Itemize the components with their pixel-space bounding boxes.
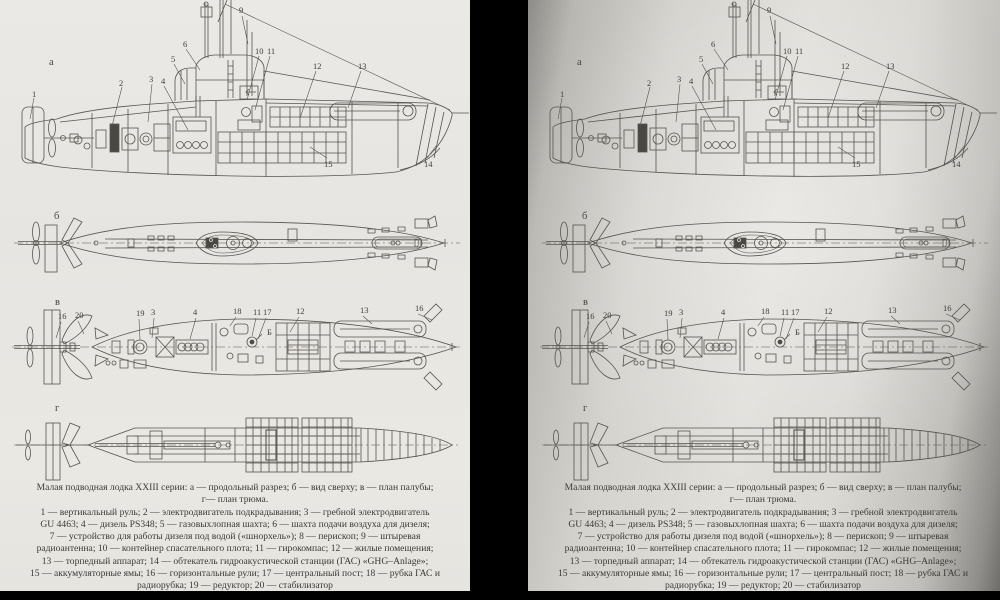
figure-caption-block	[528, 482, 998, 591]
callout-number: 17	[263, 307, 272, 317]
callout-number: 2	[647, 78, 652, 88]
callout-number: 13	[358, 61, 367, 71]
page-content	[528, 0, 998, 591]
callout-number: 12	[296, 306, 305, 316]
view-top-view	[528, 196, 998, 290]
scanned-page-right	[528, 0, 1000, 591]
callout-number: 9	[239, 5, 244, 15]
legend-line: GU 4463; 4 — дизель PS348; 5 — газовыхлопная шахта; 6 — шахта подачи воздуха для дизеля;	[40, 518, 430, 530]
view-hold-plan	[528, 400, 998, 482]
view-top-view	[0, 196, 470, 290]
callout-number: 13	[888, 305, 897, 315]
callout-number: 3	[677, 74, 682, 84]
view-label-g: г	[583, 403, 588, 414]
callout-number: 16	[415, 303, 424, 313]
callout-number: 19	[136, 308, 145, 318]
submarine-hold-plan-drawing	[528, 400, 998, 482]
callout-number: 19	[664, 308, 673, 318]
callout-number: 3	[151, 307, 156, 317]
submarine-hold-plan-drawing	[0, 400, 470, 482]
legend-line: радиорубка; 19 — редуктор; 20 — стабилизатор	[137, 580, 333, 591]
callout-number: 13	[886, 61, 895, 71]
callout-number: 15	[324, 159, 333, 169]
callout-number: 10	[255, 46, 264, 56]
submarine-top-view-drawing	[528, 196, 998, 290]
callout-number: 6	[711, 39, 716, 49]
callout-number: 11	[781, 307, 790, 317]
callout-number: Б	[795, 327, 800, 337]
legend-line: 1 — вертикальный руль; 2 — электродвигатель подкрадывания; 3 — гребной электродвигатель	[40, 506, 430, 518]
callout-number: 16	[943, 303, 952, 313]
callout-number: 4	[689, 76, 694, 86]
legend-line: радиоантенна; 10 — контейнер спасательного плота; 11 — гирокомпас; 12 — жилые помещения;	[564, 543, 962, 555]
callout-number: 14	[424, 159, 433, 169]
callout-number: 4	[161, 76, 166, 86]
callout-number: 3	[679, 307, 684, 317]
callout-number: 17	[791, 307, 800, 317]
view-label-v: в	[583, 297, 588, 308]
legend-line: 15 — аккумуляторные ямы; 16 — горизонтальные рули; 17 — центральный пост; 18 — рубка ГАС и	[30, 568, 440, 580]
view-label-b: б	[582, 211, 588, 222]
callout-number: 9	[767, 5, 772, 15]
callout-number: 16	[58, 311, 67, 321]
callout-number: 20	[75, 310, 84, 320]
legend-line: GU 4463; 4 — дизель PS348; 5 — газовыхлопная шахта; 6 — шахта подачи воздуха для дизеля;	[568, 518, 958, 530]
callout-number: 13	[360, 305, 369, 315]
view-label-v: в	[55, 297, 60, 308]
callout-number: Б	[267, 327, 272, 337]
bottom-black-bar	[0, 591, 1000, 600]
view-longitudinal-section	[0, 0, 470, 196]
callout-number: 1	[32, 89, 37, 99]
callout-number: 18	[233, 306, 242, 316]
page-content	[0, 0, 470, 591]
view-label-a: а	[577, 57, 582, 68]
callout-number: 12	[824, 306, 833, 316]
page-gutter	[470, 0, 528, 600]
callout-number: 2	[119, 78, 124, 88]
callout-number: 18	[761, 306, 770, 316]
callout-number: 12	[841, 61, 850, 71]
callout-number: 6	[183, 39, 188, 49]
submarine-longitudinal-section-drawing	[528, 0, 998, 196]
callout-number: 16	[586, 311, 595, 321]
legend-line: радиоантенна; 10 — контейнер спасательного плота; 11 — гирокомпас; 12 — жилые помещения;	[36, 543, 434, 555]
callout-number: 5	[699, 54, 704, 64]
callout-number: 1	[560, 89, 565, 99]
figure-caption-block	[0, 482, 470, 591]
callout-number: 5	[171, 54, 176, 64]
legend-line: 7 — устройство для работы дизеля под водой («шнорхель»); 8 — перископ; 9 — штыревая	[577, 531, 949, 543]
legend-line: 15 — аккумуляторные ямы; 16 — горизонтальные рули; 17 — центральный пост; 18 — рубка ГАС и	[558, 568, 968, 580]
figure-caption-line-1: Малая подводная лодка XXIII серии: а — продольный разрез; б — вид сверху; в — план палубы;	[564, 482, 962, 493]
view-label-b: б	[54, 211, 60, 222]
figure-caption-line-1: Малая подводная лодка XXIII серии: а — продольный разрез; б — вид сверху; в — план палубы;	[36, 482, 434, 493]
legend-line: 13 — торпедный аппарат; 14 — обтекатель гидроакустической станции (ГАС) «GHG–Anlage»;	[41, 555, 429, 567]
callout-number: 3	[149, 74, 154, 84]
callout-number: 10	[783, 46, 792, 56]
figure-caption-line-2: г— план трюма.	[729, 494, 797, 506]
view-hold-plan	[0, 400, 470, 482]
submarine-top-view-drawing	[0, 196, 470, 290]
callout-number: 14	[952, 159, 961, 169]
callout-number: 12	[313, 61, 322, 71]
submarine-longitudinal-section-drawing	[0, 0, 470, 196]
view-deck-plan	[0, 290, 470, 400]
view-longitudinal-section	[528, 0, 998, 196]
view-deck-plan	[528, 290, 998, 400]
scanned-page-left	[0, 0, 470, 591]
view-label-a: а	[49, 57, 54, 68]
callout-number: 4	[193, 307, 198, 317]
legend-line: радиорубка; 19 — редуктор; 20 — стабилизатор	[665, 580, 861, 591]
figure-caption-line-2: г— план трюма.	[201, 494, 269, 506]
legend-line: 13 — торпедный аппарат; 14 — обтекатель гидроакустической станции (ГАС) «GHG–Anlage»;	[569, 555, 957, 567]
legend-line: 7 — устройство для работы дизеля под водой («шнорхель»); 8 — перископ; 9 — штыревая	[49, 531, 421, 543]
callout-number: 15	[852, 159, 861, 169]
callout-number: 20	[603, 310, 612, 320]
view-label-g: г	[55, 403, 60, 414]
callout-number: 11	[795, 46, 804, 56]
callout-number: 11	[267, 46, 276, 56]
legend-line: 1 — вертикальный руль; 2 — электродвигатель подкрадывания; 3 — гребной электродвигатель	[568, 506, 958, 518]
callout-number: 4	[721, 307, 726, 317]
callout-number: 11	[253, 307, 262, 317]
